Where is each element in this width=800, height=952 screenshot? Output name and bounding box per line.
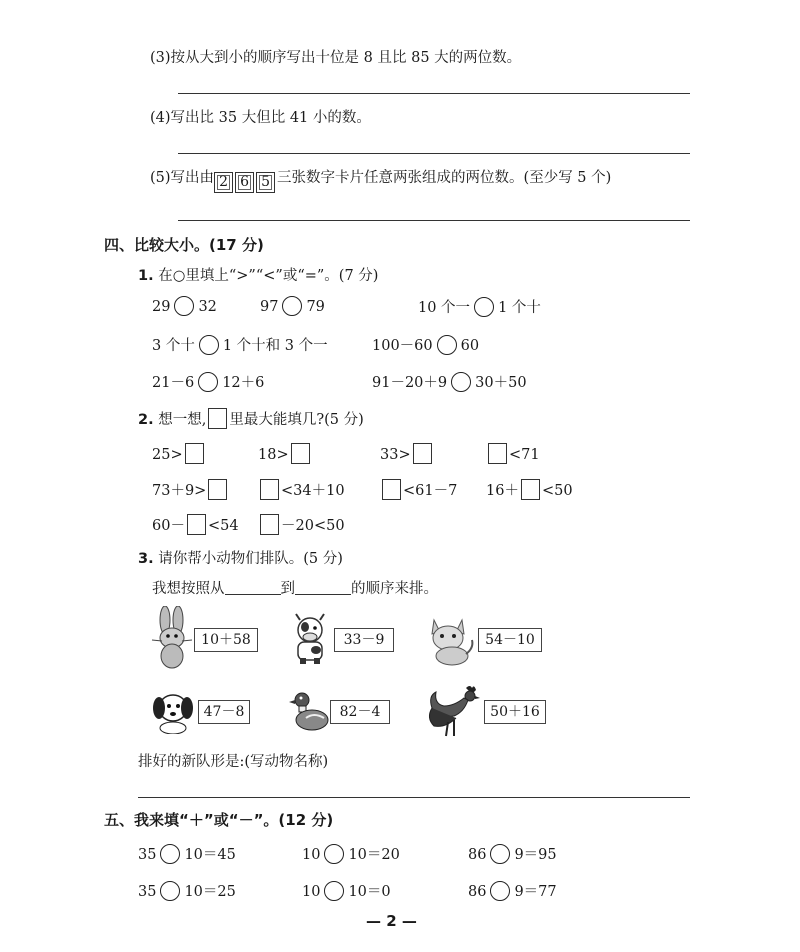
- expression-box: 54－10: [478, 628, 542, 652]
- question-text: 在○里填上“>”“<”或“=”。(7 分): [158, 268, 379, 284]
- answer-circle[interactable]: [490, 881, 510, 901]
- fill-item: 60－ <54: [152, 514, 239, 535]
- duck-icon: [288, 690, 330, 734]
- fill-item: <71: [486, 443, 540, 464]
- digit-card: 2: [214, 172, 233, 193]
- operator-item: 10 10＝20: [302, 843, 400, 864]
- fill-item: 73＋9>: [152, 479, 229, 500]
- answer-box[interactable]: [260, 514, 279, 535]
- fill-item: 18>: [258, 443, 312, 464]
- operator-item: 35 10＝45: [138, 843, 236, 864]
- question-text: 请你帮小动物们排队。(5 分): [158, 551, 343, 567]
- compare-item: 91－20＋9 30＋50: [372, 371, 527, 392]
- answer-circle[interactable]: [451, 372, 471, 392]
- question-number: 1.: [138, 268, 154, 284]
- question-3-5: [150, 166, 611, 193]
- answer-circle[interactable]: [282, 296, 302, 316]
- answer-line[interactable]: [178, 93, 690, 94]
- fill-item: －20<50: [258, 514, 345, 535]
- question-number: 2.: [138, 412, 154, 428]
- compare-item: 97 79: [260, 296, 325, 316]
- answer-line[interactable]: [178, 153, 690, 154]
- compare-item: 10 个一 1 个十: [418, 296, 541, 317]
- answer-circle[interactable]: [160, 881, 180, 901]
- question-4-2-title: 2. 想一想, 里最大能填几?(5 分): [138, 408, 364, 429]
- fill-item: 16＋ <50: [486, 479, 573, 500]
- cat-icon: [426, 614, 476, 666]
- rooster-icon: [424, 682, 482, 740]
- result-prompt: 排好的新队形是:(写动物名称): [138, 754, 329, 770]
- answer-box[interactable]: [187, 514, 206, 535]
- cow-icon: [288, 612, 332, 666]
- operator-item: 86 9＝77: [468, 880, 557, 901]
- operator-item: 10 10＝0: [302, 880, 391, 901]
- expression-box: 50＋16: [484, 700, 546, 724]
- operator-item: 35 10＝25: [138, 880, 236, 901]
- question-text: (5)写出由: [150, 170, 215, 186]
- answer-circle[interactable]: [199, 335, 219, 355]
- section-title-5: 五、我来填“＋”或“－”。(12 分): [104, 811, 334, 829]
- answer-box[interactable]: [185, 443, 204, 464]
- answer-line[interactable]: [138, 797, 690, 798]
- answer-blank[interactable]: [225, 580, 281, 595]
- answer-circle[interactable]: [324, 881, 344, 901]
- compare-item: 100－60 60: [372, 334, 479, 355]
- answer-box[interactable]: [260, 479, 279, 500]
- answer-circle[interactable]: [324, 844, 344, 864]
- expression-box: 47－8: [198, 700, 250, 724]
- operator-item: 86 9＝95: [468, 843, 557, 864]
- answer-box[interactable]: [521, 479, 540, 500]
- digit-card: 5: [256, 172, 275, 193]
- answer-box[interactable]: [488, 443, 507, 464]
- answer-blank[interactable]: [295, 580, 351, 595]
- fill-item: 33>: [380, 443, 434, 464]
- expression-box: 10＋58: [194, 628, 258, 652]
- answer-circle[interactable]: [474, 297, 494, 317]
- compare-item: 21－6 12＋6: [152, 371, 264, 392]
- answer-box[interactable]: [382, 479, 401, 500]
- section-title-4: 四、比较大小。(17 分): [104, 236, 264, 254]
- question-3-4: (4)写出比 35 大但比 41 小的数。: [150, 110, 371, 126]
- order-sentence: 我想按照从 到 的顺序来排。: [152, 581, 438, 597]
- answer-box: [208, 408, 227, 429]
- fill-item: <61－7: [380, 479, 457, 500]
- answer-box[interactable]: [413, 443, 432, 464]
- question-number: 3.: [138, 551, 154, 567]
- compare-item: 29 32: [152, 296, 217, 316]
- question-4-1-title: [138, 264, 378, 285]
- answer-circle[interactable]: [437, 335, 457, 355]
- compare-item: 3 个十 1 个十和 3 个一: [152, 334, 328, 355]
- fill-item: 25>: [152, 443, 206, 464]
- expression-box: 82－4: [330, 700, 390, 724]
- answer-circle[interactable]: [160, 844, 180, 864]
- expression-box: 33－9: [334, 628, 394, 652]
- question-text: 三张数字卡片任意两张组成的两位数。(至少写 5 个): [277, 170, 612, 186]
- question-3-3: (3)按从大到小的顺序写出十位是 8 且比 85 大的两位数。: [150, 50, 522, 66]
- answer-box[interactable]: [291, 443, 310, 464]
- fill-item: <34＋10: [258, 479, 345, 500]
- question-4-3-title: [138, 547, 343, 568]
- answer-circle[interactable]: [198, 372, 218, 392]
- answer-circle[interactable]: [490, 844, 510, 864]
- answer-line[interactable]: [178, 220, 690, 221]
- digit-card: 6: [235, 172, 254, 193]
- rabbit-icon: [148, 606, 196, 670]
- page-number: — 2 —: [366, 912, 417, 930]
- answer-box[interactable]: [208, 479, 227, 500]
- dog-icon: [150, 686, 196, 734]
- answer-circle[interactable]: [174, 296, 194, 316]
